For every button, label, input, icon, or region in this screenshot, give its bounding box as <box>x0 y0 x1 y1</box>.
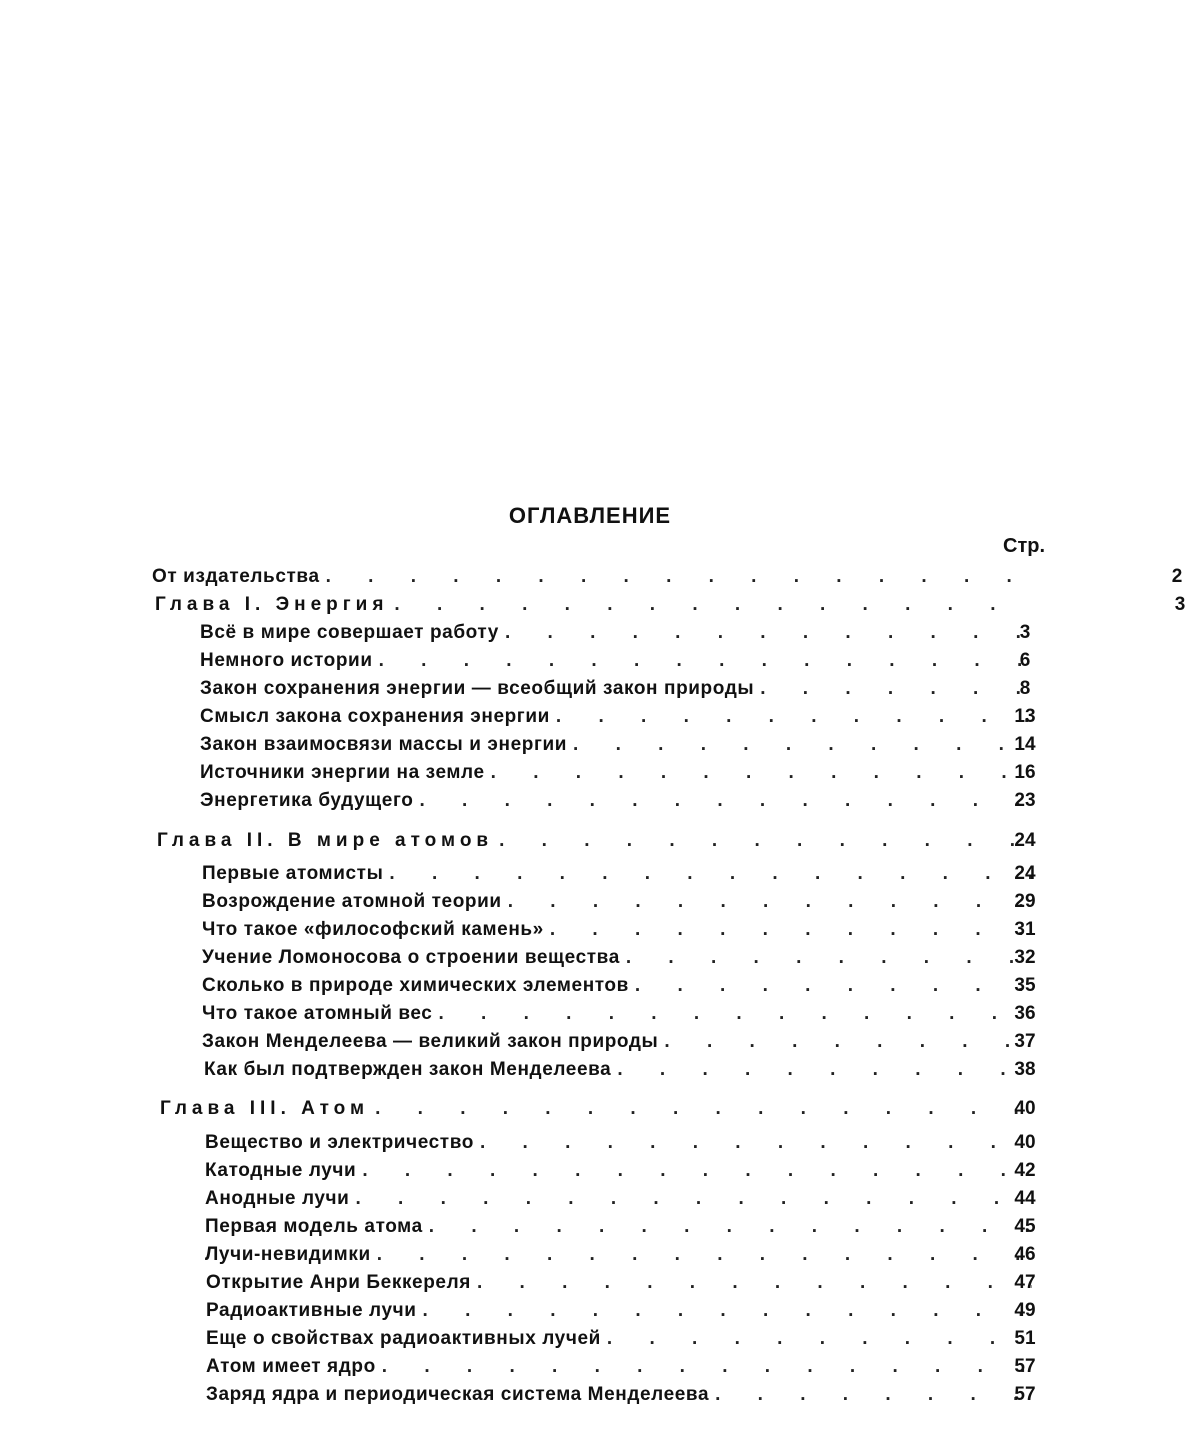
dot-leader <box>394 594 1032 616</box>
dot-leader <box>664 1031 1032 1053</box>
toc-entry-page: 45 <box>1014 1216 1036 1237</box>
toc-entry-page: 44 <box>1014 1188 1036 1209</box>
toc-entry[interactable] <box>200 650 1032 678</box>
toc-entry[interactable] <box>205 1188 1036 1216</box>
toc-entry-label: Немного истории <box>200 650 373 671</box>
toc-entry-label: Закон сохранения энергии — всеобщий закон природы <box>200 678 755 699</box>
dot-leader <box>491 762 1032 784</box>
toc-entry[interactable] <box>202 863 1036 891</box>
toc-entry-page: 24 <box>1014 830 1036 851</box>
toc-entry-page: 8 <box>1019 678 1031 699</box>
dot-leader <box>389 863 1032 885</box>
dot-leader <box>377 1244 1032 1266</box>
toc-entry-label: Источники энергии на земле <box>200 762 485 783</box>
toc-entry[interactable] <box>202 975 1036 1003</box>
dot-leader <box>429 1216 1032 1238</box>
toc-entry[interactable] <box>205 1160 1036 1188</box>
toc-entry-label: Лучи-невидимки <box>205 1244 371 1265</box>
toc-entry[interactable] <box>200 706 1036 734</box>
toc-entry-label: От издательства <box>152 566 320 587</box>
toc-entry-label: Вещество и электричество <box>205 1132 474 1153</box>
dot-leader <box>626 947 1032 969</box>
dot-leader <box>573 734 1032 756</box>
toc-entry[interactable] <box>152 566 1183 594</box>
toc-entry-page: 42 <box>1014 1160 1036 1181</box>
dot-leader <box>477 1272 1032 1294</box>
toc-entry-page: 36 <box>1014 1003 1036 1024</box>
toc-entry[interactable] <box>206 1356 1036 1384</box>
toc-entry-label: Первые атомисты <box>202 863 384 884</box>
toc-entry-page: 32 <box>1014 947 1036 968</box>
page-title: ОГЛАВЛЕНИЕ <box>508 503 672 528</box>
toc-entry-label: Учение Ломоносова о строении вещества <box>202 947 620 968</box>
toc-entry-page: 31 <box>1014 919 1036 940</box>
toc-entry-page: 49 <box>1014 1300 1036 1321</box>
toc-entry[interactable] <box>204 1059 1036 1087</box>
toc-entry-label: Заряд ядра и периодическая система Менделеева <box>206 1384 710 1405</box>
toc-entry-label: Катодные лучи <box>205 1160 357 1181</box>
toc-entry-label: Глава I. Энергия <box>155 594 389 615</box>
dot-leader <box>760 678 1032 700</box>
toc-entry[interactable] <box>205 1132 1036 1160</box>
toc-entry-page: 16 <box>1014 762 1036 783</box>
toc-entry-label: Что такое «философский камень» <box>202 919 544 940</box>
toc-chapter[interactable] <box>155 594 1186 622</box>
toc-entry-page: 47 <box>1014 1272 1036 1293</box>
toc-entry[interactable] <box>200 678 1032 706</box>
toc-entry[interactable] <box>202 919 1036 947</box>
toc-entry-page: 57 <box>1014 1384 1036 1405</box>
toc-entry[interactable] <box>206 1272 1036 1300</box>
toc-chapter[interactable] <box>160 1098 1036 1126</box>
toc-entry[interactable] <box>202 1003 1036 1031</box>
toc-chapter[interactable] <box>157 830 1036 858</box>
dot-leader <box>550 919 1032 941</box>
dot-leader <box>508 891 1032 913</box>
toc-entry-page: 35 <box>1014 975 1036 996</box>
toc-entry[interactable] <box>200 762 1036 790</box>
toc-entry-page: 29 <box>1014 891 1036 912</box>
toc-entry-label: Энергетика будущего <box>200 790 414 811</box>
toc-entry-page: 23 <box>1014 790 1036 811</box>
dot-leader <box>635 975 1032 997</box>
dot-leader <box>607 1328 1032 1350</box>
toc-entry[interactable] <box>205 1216 1036 1244</box>
toc-entry[interactable] <box>202 1031 1036 1059</box>
toc-entry-label: Атом имеет ядро <box>206 1356 376 1377</box>
toc-entry-page: 3 <box>1019 622 1031 643</box>
toc-entry[interactable] <box>200 790 1036 818</box>
toc-entry[interactable] <box>206 1300 1036 1328</box>
toc-entry-label: Открытие Анри Беккереля <box>206 1272 471 1293</box>
dot-leader <box>362 1160 1032 1182</box>
dot-leader <box>382 1356 1032 1378</box>
dot-leader <box>419 790 1032 812</box>
toc-entry[interactable] <box>202 891 1036 919</box>
dot-leader <box>499 830 1032 852</box>
toc-entry-label: Глава II. В мире атомов <box>157 830 494 851</box>
toc-entry-label: Что такое атомный вес <box>202 1003 433 1024</box>
toc-entry-page: 37 <box>1014 1031 1036 1052</box>
dot-leader <box>480 1132 1032 1154</box>
toc-entry[interactable] <box>206 1328 1036 1356</box>
dot-leader <box>375 1098 1032 1120</box>
dot-leader <box>355 1188 1032 1210</box>
toc-entry[interactable] <box>200 622 1032 650</box>
toc-entry-page: 14 <box>1014 734 1036 755</box>
toc-entry-page: 6 <box>1019 650 1031 671</box>
toc-entry-label: Глава III. Атом <box>160 1098 370 1119</box>
toc-entry-label: Смысл закона сохранения энергии <box>200 706 550 727</box>
dot-leader <box>556 706 1032 728</box>
toc-entry-page: 57 <box>1014 1356 1036 1377</box>
dot-leader <box>379 650 1032 672</box>
toc-entry[interactable] <box>200 734 1036 762</box>
toc-entry-label: Всё в мире совершает работу <box>200 622 499 643</box>
dot-leader <box>617 1059 1032 1081</box>
toc-entry[interactable] <box>205 1244 1036 1272</box>
dot-leader <box>438 1003 1032 1025</box>
toc-entry-page: 51 <box>1014 1328 1036 1349</box>
dot-leader <box>505 622 1032 644</box>
toc-entry-page: 40 <box>1014 1098 1036 1119</box>
toc-entry-label: Закон Менделеева — великий закон природы <box>202 1031 659 1052</box>
toc-entry-label: Как был подтвержден закон Менделеева <box>204 1059 612 1080</box>
toc-entry-label: Закон взаимосвязи массы и энергии <box>200 734 568 755</box>
toc-entry-label: Анодные лучи <box>205 1188 350 1209</box>
toc-entry-page: 40 <box>1014 1132 1036 1153</box>
toc-entry-page: 24 <box>1014 863 1036 884</box>
toc-entry-label: Сколько в природе химических элементов <box>202 975 629 996</box>
toc-entry[interactable] <box>206 1384 1036 1412</box>
toc-entry-page: 46 <box>1014 1244 1036 1265</box>
dot-leader <box>326 566 1032 588</box>
toc-entry-label: Возрождение атомной теории <box>202 891 502 912</box>
toc-entry-label: Еще о свойствах радиоактивных лучей <box>206 1328 601 1349</box>
toc-entry-page: 2 <box>1171 566 1183 587</box>
dot-leader <box>715 1384 1032 1406</box>
toc-entry-page: 3 <box>1174 594 1186 615</box>
toc-entry-page: 38 <box>1014 1059 1036 1080</box>
toc-entry-label: Радиоактивные лучи <box>206 1300 417 1321</box>
dot-leader <box>423 1300 1032 1322</box>
page-column-label: Стр. <box>1003 535 1046 557</box>
toc-entry[interactable] <box>202 947 1036 975</box>
toc-entry-label: Первая модель атома <box>205 1216 423 1237</box>
toc-entry-page: 13 <box>1014 706 1036 727</box>
